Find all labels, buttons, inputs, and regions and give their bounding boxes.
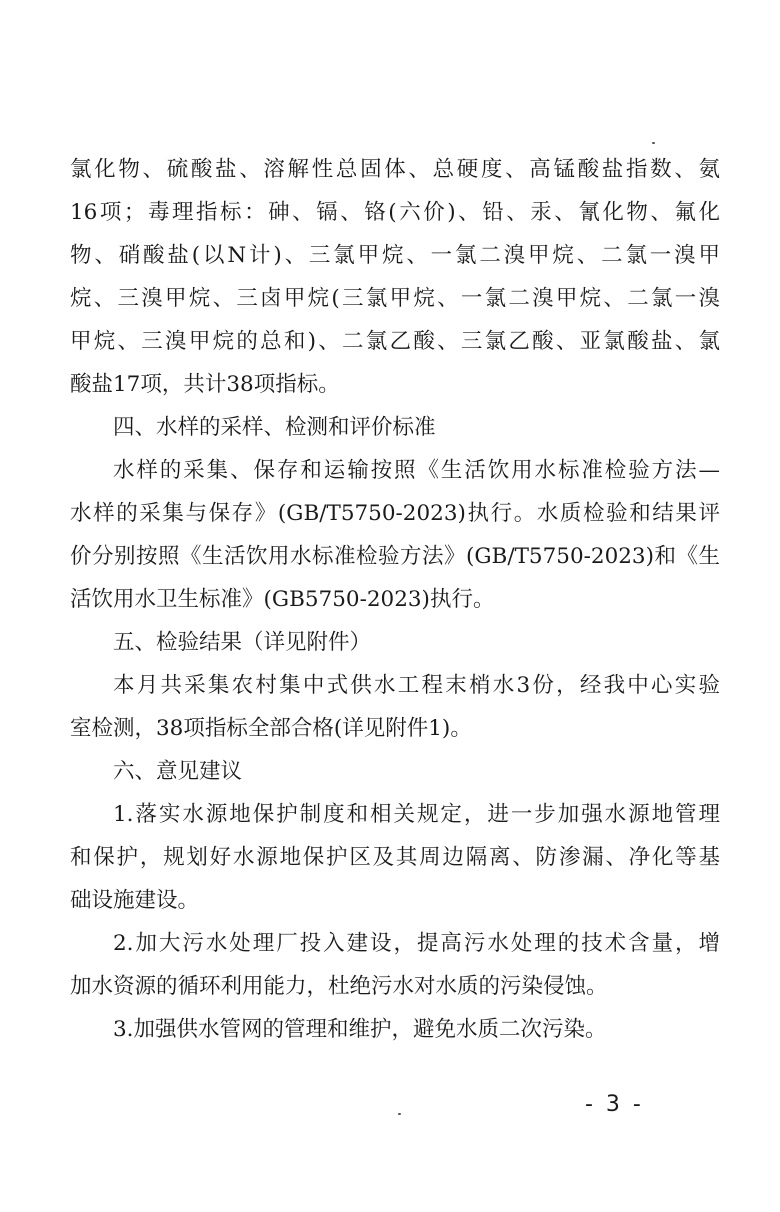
- text-line: 1.落实水源地保护制度和相关规定，进一步加强水源地管理: [113, 802, 720, 827]
- paragraph-suggestion-1: [70, 793, 720, 922]
- text-line: 物、硝酸盐(以N计)、三氯甲烷、一氯二溴甲烷、二氯一溴甲: [70, 243, 720, 268]
- scan-speck: [652, 142, 655, 144]
- paragraph-suggestion-2: [70, 922, 720, 1008]
- paragraph-sampling-standards: [70, 449, 720, 621]
- text-line: 加水资源的循环利用能力，杜绝污水对水质的污染侵蚀。: [70, 974, 608, 999]
- text-line: 础设施建设。: [70, 888, 200, 913]
- paragraph-indicator-list: [70, 148, 720, 406]
- text-line: 氯化物、硫酸盐、溶解性总固体、总硬度、高锰酸盐指数、氨: [70, 157, 720, 182]
- text-line: 烷、三溴甲烷、三卤甲烷(三氯甲烷、一氯二溴甲烷、二氯一溴: [70, 286, 720, 311]
- page-number: - 3 -: [585, 1092, 644, 1117]
- section-heading-4: 四、水样的采样、检测和评价标准: [113, 415, 436, 440]
- paragraph-suggestion-3: [70, 1008, 720, 1051]
- text-line: 活饮用水卫生标准》(GB5750-2023)执行。: [70, 587, 495, 612]
- text-line: 价分别按照《生活饮用水标准检验方法》(GB/T5750-2023)和《生: [70, 544, 720, 569]
- text-line: 水样的采集与保存》(GB/T5750-2023)执行。水质检验和结果评: [70, 501, 720, 526]
- text-line: 酸盐17项，共计38项指标。: [70, 372, 340, 397]
- text-line: 本月共采集农村集中式供水工程末梢水3份，经我中心实验: [113, 673, 720, 698]
- document-body: [70, 148, 720, 1051]
- text-line: 16项；毒理指标：砷、镉、铬(六价)、铅、汞、氰化物、氟化: [70, 200, 720, 225]
- text-line: 3.加强供水管网的管理和维护，避免水质二次污染。: [113, 1017, 607, 1042]
- scan-speck: [398, 1113, 401, 1115]
- text-line: 甲烷、三溴甲烷的总和)、二氯乙酸、三氯乙酸、亚氯酸盐、氯: [70, 329, 720, 354]
- paragraph-test-results: [70, 664, 720, 750]
- text-line: 2.加大污水处理厂投入建设，提高污水处理的技术含量，增: [113, 931, 720, 956]
- text-line: 室检测，38项指标全部合格(详见附件1)。: [70, 716, 472, 741]
- section-heading-5: 五、检验结果（详见附件）: [113, 630, 372, 655]
- section-heading-6: 六、意见建议: [113, 759, 243, 784]
- text-line: 水样的采集、保存和运输按照《生活饮用水标准检验方法—: [113, 458, 720, 483]
- text-line: 和保护，规划好水源地保护区及其周边隔离、防渗漏、净化等基: [70, 845, 720, 870]
